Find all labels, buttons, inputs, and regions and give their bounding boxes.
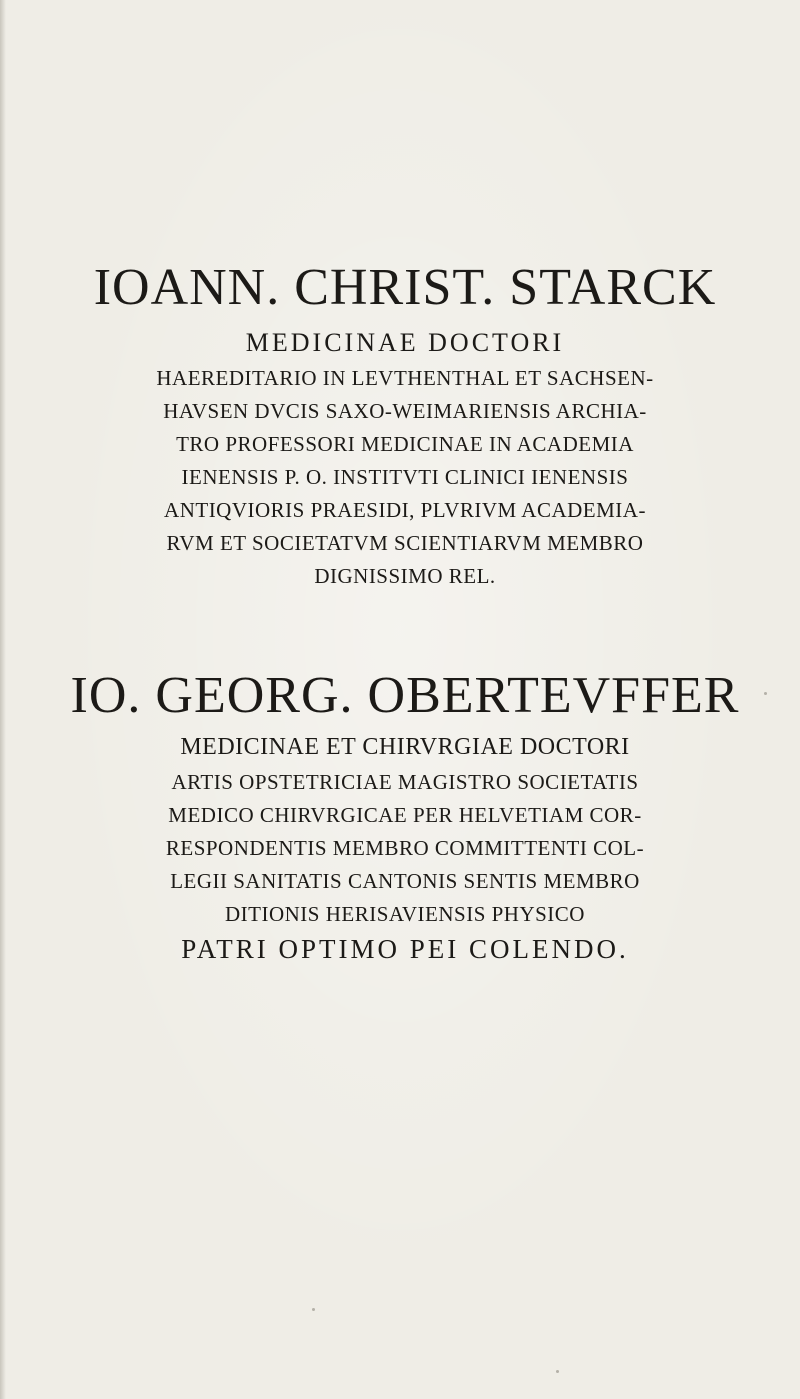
dedication-oberteuffer bbox=[50, 666, 760, 967]
description-line: DIGNISSIMO REL. bbox=[314, 564, 496, 588]
description-line: HAEREDITARIO IN LEVTHENTHAL ET SACHSEN- bbox=[156, 366, 654, 390]
paper-speck bbox=[764, 692, 767, 695]
description-line: RVM ET SOCIETATVM SCIENTIARVM MEMBRO bbox=[166, 531, 644, 555]
dedicatee-title-oberteuffer: MEDICINAE ET CHIRVRGIAE DOCTORI bbox=[180, 734, 630, 760]
dedication-starck bbox=[50, 258, 760, 593]
page-edge-shadow bbox=[0, 0, 6, 1399]
dedicatee-name-starck: IOANN. CHRIST. STARCK bbox=[93, 259, 717, 316]
dedicatee-title-starck: MEDICINAE DOCTORI bbox=[245, 328, 565, 357]
dedicatee-description-oberteuffer bbox=[50, 766, 760, 931]
description-line: HAVSEN DVCIS SAXO-WEIMARIENSIS ARCHIA- bbox=[163, 399, 647, 423]
dedicatee-description-starck bbox=[50, 362, 760, 593]
paper-speck bbox=[556, 1370, 559, 1373]
description-line: DITIONIS HERISAVIENSIS PHYSICO bbox=[225, 902, 585, 926]
paper-speck bbox=[312, 1308, 315, 1311]
description-line: IENENSIS P. O. INSTITVTI CLINICI IENENSIS bbox=[181, 465, 629, 489]
closing-line: PATRI OPTIMO PEI COLENDO. bbox=[181, 934, 629, 964]
description-line: TRO PROFESSORI MEDICINAE IN ACADEMIA bbox=[176, 432, 634, 456]
dedicatee-name-oberteuffer: IO. GEORG. OBERTEVFFER bbox=[70, 667, 740, 724]
description-line: RESPONDENTIS MEMBRO COMMITTENTI COL- bbox=[165, 836, 645, 860]
description-line: ANTIQVIORIS PRAESIDI, PLVRIVM ACADEMIA- bbox=[164, 498, 646, 522]
description-line: ARTIS OPSTETRICIAE MAGISTRO SOCIETATIS bbox=[171, 770, 639, 794]
description-line: MEDICO CHIRVRGICAE PER HELVETIAM COR- bbox=[168, 803, 642, 827]
description-line: LEGII SANITATIS CANTONIS SENTIS MEMBRO bbox=[170, 869, 640, 893]
